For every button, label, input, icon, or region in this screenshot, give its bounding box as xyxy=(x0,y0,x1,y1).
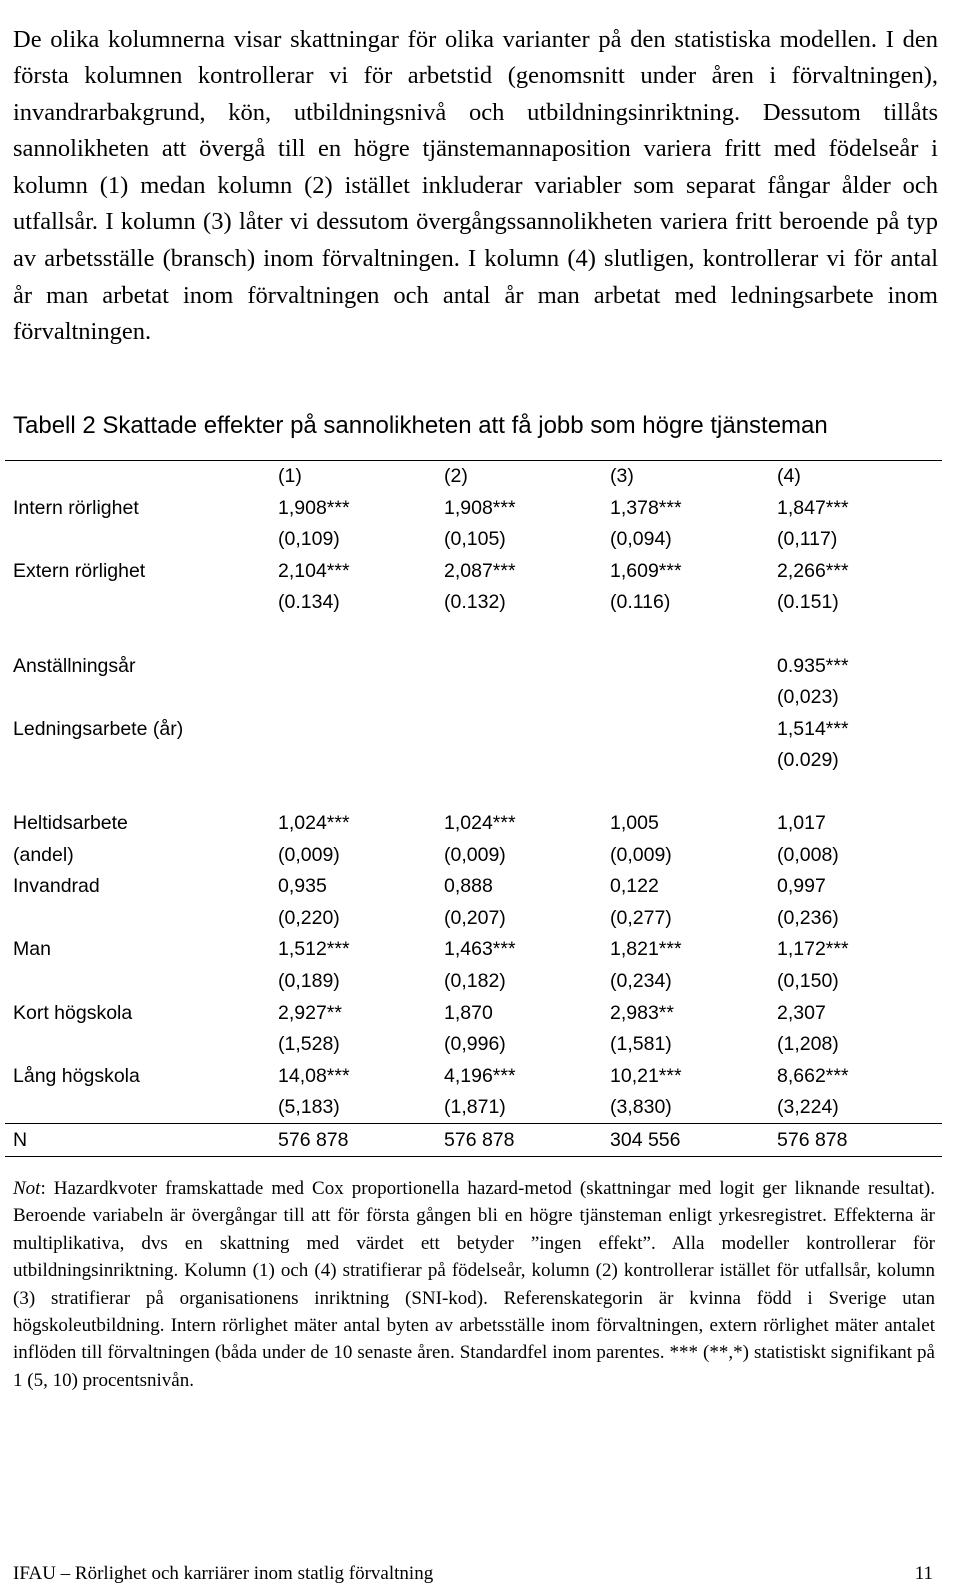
table-cell: 1,514*** xyxy=(777,717,849,740)
table-cell: (0,009) xyxy=(444,843,506,866)
table-cell: 1,908*** xyxy=(444,496,516,519)
table-cell: 10,21*** xyxy=(610,1064,682,1087)
table-cell: 1,005 xyxy=(610,812,659,835)
table-row xyxy=(5,493,942,525)
table-cell: (1,208) xyxy=(777,1033,839,1056)
column-header: (3) xyxy=(610,461,777,493)
table-cell: 2,266*** xyxy=(777,559,849,582)
table-cell: 576 878 xyxy=(777,1124,942,1157)
column-header: (1) xyxy=(278,461,444,493)
table-row xyxy=(5,808,942,840)
row-label xyxy=(5,776,278,808)
intro-paragraph: De olika kolumnerna visar skattningar för olika varianter på den statistiska modellen. I den första kolumnen kontrollerar vi för arbetstid (genomsnitt under åren i förvaltningen), invandrarbakgrund, kön, utbildningsnivå och utbildningsinriktning. Dessutom tillåts sannolikheten att övergå till en högre tjänstemannaposition variera fritt med födelseår i kolumn (1) medan kolumn (2) istället inkluderar variabler som separat fångar ålder och utfallsår. I kolumn (3) låter vi dessutom övergångssannolikheten variera fritt beroende på typ av arbetsställe (bransch) inom förvaltningen. I kolumn (4) slutligen, kontrollerar vi för antal år man arbetat inom förvaltningen och antal år man arbetat med ledningsarbete inom förvaltningen. xyxy=(13,25,938,346)
table-cell: 0,888 xyxy=(444,875,493,898)
table-cell xyxy=(777,776,942,808)
table-cell: 2,087*** xyxy=(444,559,516,582)
row-label xyxy=(5,682,278,714)
table-cell: (1,871) xyxy=(444,1096,506,1119)
table-cell: 304 556 xyxy=(610,1124,777,1157)
row-label: Kort högskola xyxy=(13,1001,133,1024)
table-header-row xyxy=(5,461,942,493)
table-cell: (0,996) xyxy=(444,1033,506,1056)
note-text: : Hazardkvoter framskattade med Cox proportionella hazard-metod (skattningar med logit ger liknande resultat). Beroende variabeln är övergångar till att för första gången bli en högre tjänsteman enligt yrkesregistret. Effekterna är multiplikativa, dvs en skattning med värdet ett betyder ”ingen effekt”. Alla modeller kontrollerar för utbildningsinriktning. Kolumn (1) och (4) stratifierar på födelseår, kolumn (2) kontrollerar istället för utfallsår, kolumn (3) stratifierar på organisationens inriktning (SNI-kod). Referenskategorin är kvinna född i Sverige utan högskoleutbildning. Intern rörlighet mäter antal byten av arbetsställe inom förvaltningen, extern rörlighet mäter antalet inflöden till förvaltningen (båda under de 10 senaste åren. Standardfel inom parentes. *** (**,*) statistiskt signifikant på 1 (5, 10) procentsnivån. xyxy=(13,1178,935,1391)
table-cell: 1,870 xyxy=(444,1001,493,1024)
note-label: Not xyxy=(13,1178,41,1199)
row-label: Heltidsarbete xyxy=(13,812,128,835)
row-label xyxy=(5,587,278,619)
row-label: Man xyxy=(13,938,51,961)
table-cell: 0,122 xyxy=(610,875,659,898)
table-cell: 1,609*** xyxy=(610,559,682,582)
table-row xyxy=(5,840,942,872)
table-cell: 1,908*** xyxy=(278,496,350,519)
table-cell: (0,117) xyxy=(777,528,838,551)
table-cell: (0,009) xyxy=(278,843,340,866)
table-cell: (0,023) xyxy=(777,686,839,709)
table-cell xyxy=(610,650,777,682)
table-row xyxy=(5,903,942,935)
table-cell: 1,847*** xyxy=(777,496,849,519)
table-cell: (0.151) xyxy=(777,591,839,614)
table-cell: 2,307 xyxy=(777,1001,826,1024)
table-cell: 1,024*** xyxy=(444,812,516,835)
table-cell: (3,224) xyxy=(777,1096,839,1119)
row-label: Intern rörlighet xyxy=(13,496,139,519)
page-number: 11 xyxy=(914,1563,933,1584)
table-cell: 1,821*** xyxy=(610,938,682,961)
table-cell: 0,935 xyxy=(278,875,327,898)
table-cell: 576 878 xyxy=(278,1124,444,1157)
table-cell: (5,183) xyxy=(278,1096,340,1119)
table-row xyxy=(5,713,942,745)
row-label xyxy=(5,461,278,493)
table-cell xyxy=(444,682,610,714)
column-header: (2) xyxy=(444,461,610,493)
table-cell: (1,581) xyxy=(610,1033,672,1056)
table-cell: (0.132) xyxy=(444,591,506,614)
table-cell xyxy=(610,619,777,651)
table-cell: 1,017 xyxy=(777,812,826,835)
table-cell: 1,024*** xyxy=(278,812,350,835)
table-row xyxy=(5,556,942,588)
table-cell: 1,512*** xyxy=(278,938,350,961)
row-label: Lång högskola xyxy=(13,1064,140,1087)
table-cell xyxy=(278,650,444,682)
row-label xyxy=(5,1092,278,1124)
table-row xyxy=(5,997,942,1029)
table-cell xyxy=(444,713,610,745)
table-cell: (0,234) xyxy=(610,970,672,993)
table-cell: 576 878 xyxy=(444,1124,610,1157)
row-label: Invandrad xyxy=(13,875,100,898)
table-cell: (0,094) xyxy=(610,528,672,551)
row-label: (andel) xyxy=(13,843,74,866)
row-label xyxy=(5,524,278,556)
row-label xyxy=(5,966,278,998)
table-cell xyxy=(610,776,777,808)
row-label xyxy=(5,1029,278,1061)
table-cell: 2,927** xyxy=(278,1001,342,1024)
table-row xyxy=(5,934,942,966)
table-row xyxy=(5,524,942,556)
table-note xyxy=(13,1175,935,1394)
table-cell: (0,189) xyxy=(278,970,340,993)
table-cell xyxy=(278,776,444,808)
table-cell: (0,009) xyxy=(610,843,672,866)
table-cell: 1,378*** xyxy=(610,496,682,519)
table-cell xyxy=(444,650,610,682)
table-row xyxy=(5,1092,942,1124)
row-label xyxy=(5,903,278,935)
table-cell: 2,983** xyxy=(610,1001,674,1024)
table-cell xyxy=(278,619,444,651)
table-row xyxy=(5,871,942,903)
table-row xyxy=(5,1029,942,1061)
table-cell: 1,463*** xyxy=(444,938,516,961)
table-cell: 0.935*** xyxy=(777,654,849,677)
table-cell: (0.134) xyxy=(278,591,340,614)
table-cell xyxy=(278,713,444,745)
table-cell: (0,182) xyxy=(444,970,506,993)
table-cell: 1,172*** xyxy=(777,938,849,961)
table-cell xyxy=(444,745,610,777)
table-cell: (0,207) xyxy=(444,906,506,929)
table-cell: (0,150) xyxy=(777,970,839,993)
table-cell xyxy=(278,745,444,777)
table-cell xyxy=(444,776,610,808)
table-cell xyxy=(610,745,777,777)
table-cell: 2,104*** xyxy=(278,559,350,582)
table-cell: 14,08*** xyxy=(278,1064,350,1087)
table-row xyxy=(5,776,942,808)
row-label xyxy=(5,745,278,777)
table-cell: (0,105) xyxy=(444,528,506,551)
results-table xyxy=(5,460,942,1157)
table-cell xyxy=(777,619,942,651)
table-cell xyxy=(610,713,777,745)
row-label: Extern rörlighet xyxy=(13,559,146,582)
footer-title: IFAU – Rörlighet och karriärer inom statlig förvaltning xyxy=(13,1563,434,1584)
table-row xyxy=(5,587,942,619)
table-row xyxy=(5,1060,942,1092)
table-cell xyxy=(444,619,610,651)
table-cell: (3,830) xyxy=(610,1096,672,1119)
table-cell xyxy=(278,682,444,714)
row-label: N xyxy=(5,1124,278,1157)
table-cell: (0,236) xyxy=(777,906,839,929)
row-label xyxy=(5,619,278,651)
table-cell: (0,109) xyxy=(278,528,340,551)
table-row xyxy=(5,682,942,714)
table-row xyxy=(5,650,942,682)
table-cell: 0,997 xyxy=(777,875,826,898)
table-row xyxy=(5,619,942,651)
table-cell: 8,662*** xyxy=(777,1064,849,1087)
table-caption: Tabell 2 Skattade effekter på sannolikheten att få jobb som högre tjänsteman xyxy=(13,412,828,439)
table-cell: (0.029) xyxy=(777,749,839,772)
table-row xyxy=(5,966,942,998)
table-cell: (0,220) xyxy=(278,906,340,929)
table-row xyxy=(5,745,942,777)
table-cell: 4,196*** xyxy=(444,1064,516,1087)
table-cell xyxy=(610,682,777,714)
table-cell: (0,008) xyxy=(777,843,839,866)
row-label: Ledningsarbete (år) xyxy=(13,717,184,740)
table-cell: (0.116) xyxy=(610,591,671,614)
row-label: Anställningsår xyxy=(13,654,136,677)
table-cell: (1,528) xyxy=(278,1033,340,1056)
table-cell: (0,277) xyxy=(610,906,672,929)
table-row xyxy=(5,1124,942,1157)
column-header: (4) xyxy=(777,461,942,493)
